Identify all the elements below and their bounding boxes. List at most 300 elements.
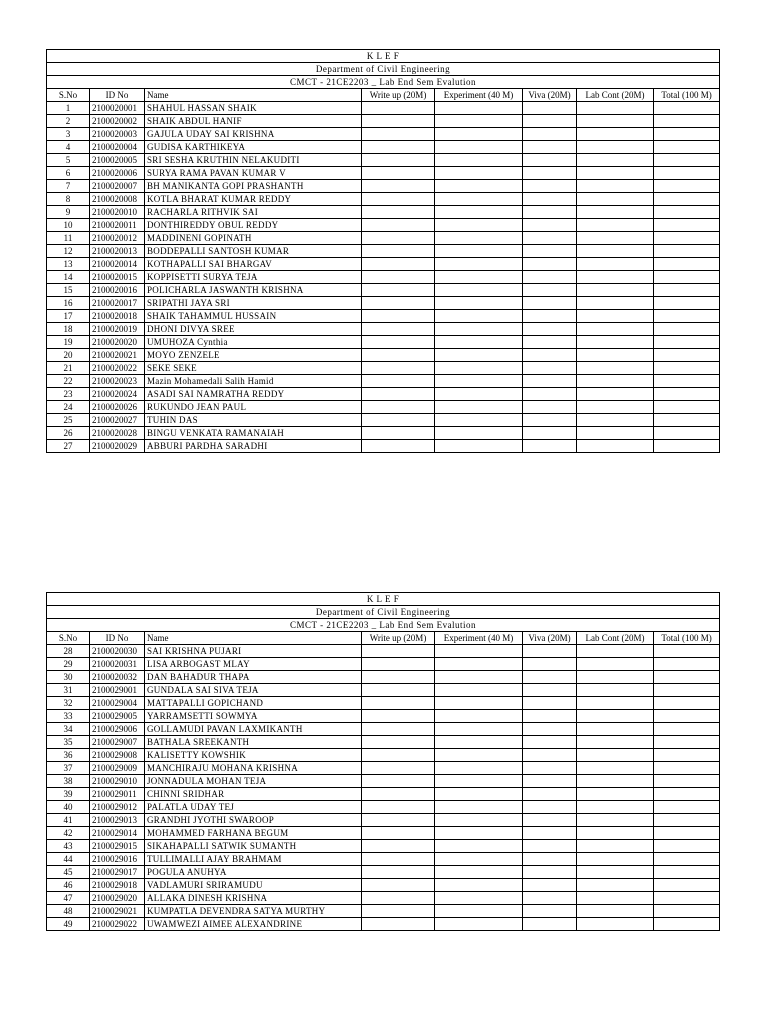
cell-id-no: 2100029009 xyxy=(90,762,145,775)
cell-experiment[interactable] xyxy=(435,388,523,401)
cell-labcont[interactable] xyxy=(577,918,654,931)
cell-labcont[interactable] xyxy=(577,427,654,440)
cell-total[interactable] xyxy=(654,723,720,736)
cell-viva[interactable] xyxy=(523,115,577,128)
cell-viva[interactable] xyxy=(523,801,577,814)
cell-labcont[interactable] xyxy=(577,323,654,336)
cell-viva[interactable] xyxy=(523,206,577,219)
cell-total[interactable] xyxy=(654,180,720,193)
cell-total[interactable] xyxy=(654,297,720,310)
cell-labcont[interactable] xyxy=(577,853,654,866)
cell-experiment[interactable] xyxy=(435,414,523,427)
cell-viva[interactable] xyxy=(523,271,577,284)
cell-writeup[interactable] xyxy=(362,801,435,814)
cell-viva[interactable] xyxy=(523,141,577,154)
cell-viva[interactable] xyxy=(523,128,577,141)
cell-name: KOPPISETTI SURYA TEJA xyxy=(145,271,362,284)
cell-total[interactable] xyxy=(654,271,720,284)
cell-labcont[interactable] xyxy=(577,102,654,115)
cell-viva[interactable] xyxy=(523,310,577,323)
cell-experiment[interactable] xyxy=(435,440,523,453)
cell-writeup[interactable] xyxy=(362,271,435,284)
table-row xyxy=(47,775,720,788)
cell-labcont[interactable] xyxy=(577,879,654,892)
cell-labcont[interactable] xyxy=(577,193,654,206)
cell-experiment[interactable] xyxy=(435,310,523,323)
table-row xyxy=(47,141,720,154)
cell-sno: 4 xyxy=(47,141,90,154)
cell-experiment[interactable] xyxy=(435,775,523,788)
cell-viva[interactable] xyxy=(523,840,577,853)
cell-labcont[interactable] xyxy=(577,336,654,349)
cell-total[interactable] xyxy=(654,401,720,414)
cell-writeup[interactable] xyxy=(362,671,435,684)
cell-labcont[interactable] xyxy=(577,762,654,775)
cell-writeup[interactable] xyxy=(362,284,435,297)
cell-labcont[interactable] xyxy=(577,284,654,297)
cell-total[interactable] xyxy=(654,905,720,918)
cell-labcont[interactable] xyxy=(577,723,654,736)
cell-name: KOTLA BHARAT KUMAR REDDY xyxy=(145,193,362,206)
cell-experiment[interactable] xyxy=(435,788,523,801)
cell-sno: 42 xyxy=(47,827,90,840)
cell-name: POLICHARLA JASWANTH KRISHNA xyxy=(145,284,362,297)
cell-sno: 25 xyxy=(47,414,90,427)
cell-writeup[interactable] xyxy=(362,115,435,128)
cell-writeup[interactable] xyxy=(362,414,435,427)
cell-total[interactable] xyxy=(654,362,720,375)
cell-labcont[interactable] xyxy=(577,710,654,723)
column-header-row xyxy=(47,632,720,645)
cell-experiment[interactable] xyxy=(435,749,523,762)
cell-total[interactable] xyxy=(654,414,720,427)
table-row xyxy=(47,375,720,388)
col-header-viva: Viva (20M) xyxy=(523,89,577,102)
cell-labcont[interactable] xyxy=(577,905,654,918)
cell-writeup[interactable] xyxy=(362,206,435,219)
cell-name: PALATLA UDAY TEJ xyxy=(145,801,362,814)
cell-viva[interactable] xyxy=(523,284,577,297)
col-header-viva: Viva (20M) xyxy=(523,632,577,645)
cell-labcont[interactable] xyxy=(577,297,654,310)
cell-viva[interactable] xyxy=(523,710,577,723)
cell-name: Mazin Mohamedali Salih Hamid xyxy=(145,375,362,388)
cell-viva[interactable] xyxy=(523,349,577,362)
cell-viva[interactable] xyxy=(523,232,577,245)
cell-viva[interactable] xyxy=(523,297,577,310)
cell-labcont[interactable] xyxy=(577,814,654,827)
cell-experiment[interactable] xyxy=(435,141,523,154)
cell-labcont[interactable] xyxy=(577,388,654,401)
cell-sno: 10 xyxy=(47,219,90,232)
cell-experiment[interactable] xyxy=(435,853,523,866)
cell-viva[interactable] xyxy=(523,258,577,271)
cell-labcont[interactable] xyxy=(577,827,654,840)
cell-writeup[interactable] xyxy=(362,645,435,658)
cell-labcont[interactable] xyxy=(577,258,654,271)
cell-viva[interactable] xyxy=(523,853,577,866)
cell-total[interactable] xyxy=(654,684,720,697)
cell-labcont[interactable] xyxy=(577,180,654,193)
cell-viva[interactable] xyxy=(523,102,577,115)
cell-writeup[interactable] xyxy=(362,658,435,671)
cell-labcont[interactable] xyxy=(577,271,654,284)
cell-writeup[interactable] xyxy=(362,710,435,723)
cell-viva[interactable] xyxy=(523,671,577,684)
cell-labcont[interactable] xyxy=(577,866,654,879)
cell-experiment[interactable] xyxy=(435,102,523,115)
cell-total[interactable] xyxy=(654,853,720,866)
cell-total[interactable] xyxy=(654,141,720,154)
cell-experiment[interactable] xyxy=(435,193,523,206)
cell-experiment[interactable] xyxy=(435,401,523,414)
cell-writeup[interactable] xyxy=(362,128,435,141)
cell-writeup[interactable] xyxy=(362,814,435,827)
cell-total[interactable] xyxy=(654,440,720,453)
cell-writeup[interactable] xyxy=(362,775,435,788)
cell-labcont[interactable] xyxy=(577,684,654,697)
cell-writeup[interactable] xyxy=(362,180,435,193)
cell-id-no: 2100020008 xyxy=(90,193,145,206)
cell-experiment[interactable] xyxy=(435,645,523,658)
cell-total[interactable] xyxy=(654,697,720,710)
cell-experiment[interactable] xyxy=(435,879,523,892)
cell-experiment[interactable] xyxy=(435,918,523,931)
cell-sno: 30 xyxy=(47,671,90,684)
cell-viva[interactable] xyxy=(523,167,577,180)
cell-writeup[interactable] xyxy=(362,697,435,710)
cell-writeup[interactable] xyxy=(362,141,435,154)
cell-experiment[interactable] xyxy=(435,271,523,284)
cell-labcont[interactable] xyxy=(577,154,654,167)
cell-writeup[interactable] xyxy=(362,866,435,879)
cell-name: BH MANIKANTA GOPI PRASHANTH xyxy=(145,180,362,193)
cell-id-no: 2100020007 xyxy=(90,180,145,193)
cell-experiment[interactable] xyxy=(435,710,523,723)
cell-experiment[interactable] xyxy=(435,827,523,840)
cell-viva[interactable] xyxy=(523,193,577,206)
cell-viva[interactable] xyxy=(523,154,577,167)
cell-total[interactable] xyxy=(654,801,720,814)
cell-id-no: 2100020018 xyxy=(90,310,145,323)
cell-labcont[interactable] xyxy=(577,375,654,388)
cell-labcont[interactable] xyxy=(577,414,654,427)
cell-labcont[interactable] xyxy=(577,362,654,375)
cell-experiment[interactable] xyxy=(435,167,523,180)
cell-labcont[interactable] xyxy=(577,232,654,245)
cell-total[interactable] xyxy=(654,814,720,827)
cell-total[interactable] xyxy=(654,762,720,775)
cell-total[interactable] xyxy=(654,749,720,762)
cell-total[interactable] xyxy=(654,375,720,388)
cell-total[interactable] xyxy=(654,671,720,684)
cell-experiment[interactable] xyxy=(435,115,523,128)
cell-total[interactable] xyxy=(654,840,720,853)
cell-experiment[interactable] xyxy=(435,284,523,297)
cell-experiment[interactable] xyxy=(435,180,523,193)
cell-labcont[interactable] xyxy=(577,658,654,671)
cell-experiment[interactable] xyxy=(435,219,523,232)
cell-total[interactable] xyxy=(654,245,720,258)
cell-id-no: 2100020021 xyxy=(90,349,145,362)
cell-writeup[interactable] xyxy=(362,401,435,414)
table-row xyxy=(47,388,720,401)
cell-total[interactable] xyxy=(654,827,720,840)
cell-total[interactable] xyxy=(654,193,720,206)
cell-labcont[interactable] xyxy=(577,645,654,658)
cell-experiment[interactable] xyxy=(435,427,523,440)
cell-id-no: 2100029007 xyxy=(90,736,145,749)
cell-experiment[interactable] xyxy=(435,697,523,710)
cell-experiment[interactable] xyxy=(435,349,523,362)
cell-writeup[interactable] xyxy=(362,258,435,271)
cell-experiment[interactable] xyxy=(435,905,523,918)
cell-total[interactable] xyxy=(654,788,720,801)
cell-total[interactable] xyxy=(654,310,720,323)
cell-writeup[interactable] xyxy=(362,219,435,232)
cell-experiment[interactable] xyxy=(435,866,523,879)
cell-total[interactable] xyxy=(654,349,720,362)
cell-total[interactable] xyxy=(654,775,720,788)
cell-writeup[interactable] xyxy=(362,102,435,115)
cell-id-no: 2100029013 xyxy=(90,814,145,827)
cell-experiment[interactable] xyxy=(435,892,523,905)
cell-total[interactable] xyxy=(654,102,720,115)
cell-labcont[interactable] xyxy=(577,749,654,762)
cell-id-no: 2100020002 xyxy=(90,115,145,128)
cell-total[interactable] xyxy=(654,219,720,232)
cell-sno: 1 xyxy=(47,102,90,115)
cell-writeup[interactable] xyxy=(362,323,435,336)
table-row xyxy=(47,645,720,658)
cell-viva[interactable] xyxy=(523,401,577,414)
cell-viva[interactable] xyxy=(523,219,577,232)
cell-total[interactable] xyxy=(654,336,720,349)
cell-viva[interactable] xyxy=(523,866,577,879)
cell-labcont[interactable] xyxy=(577,310,654,323)
cell-total[interactable] xyxy=(654,128,720,141)
cell-total[interactable] xyxy=(654,710,720,723)
cell-total[interactable] xyxy=(654,892,720,905)
cell-name: BODDEPALLI SANTOSH KUMAR xyxy=(145,245,362,258)
cell-viva[interactable] xyxy=(523,788,577,801)
cell-experiment[interactable] xyxy=(435,362,523,375)
cell-viva[interactable] xyxy=(523,892,577,905)
cell-labcont[interactable] xyxy=(577,245,654,258)
cell-experiment[interactable] xyxy=(435,297,523,310)
cell-writeup[interactable] xyxy=(362,193,435,206)
cell-viva[interactable] xyxy=(523,362,577,375)
cell-writeup[interactable] xyxy=(362,762,435,775)
cell-id-no: 2100029006 xyxy=(90,723,145,736)
cell-writeup[interactable] xyxy=(362,840,435,853)
cell-writeup[interactable] xyxy=(362,232,435,245)
table-row xyxy=(47,788,720,801)
cell-total[interactable] xyxy=(654,427,720,440)
cell-labcont[interactable] xyxy=(577,440,654,453)
cell-labcont[interactable] xyxy=(577,167,654,180)
cell-experiment[interactable] xyxy=(435,336,523,349)
cell-viva[interactable] xyxy=(523,775,577,788)
table-row xyxy=(47,206,720,219)
cell-viva[interactable] xyxy=(523,697,577,710)
cell-experiment[interactable] xyxy=(435,814,523,827)
cell-viva[interactable] xyxy=(523,440,577,453)
cell-viva[interactable] xyxy=(523,736,577,749)
cell-viva[interactable] xyxy=(523,323,577,336)
cell-experiment[interactable] xyxy=(435,736,523,749)
cell-labcont[interactable] xyxy=(577,775,654,788)
cell-writeup[interactable] xyxy=(362,905,435,918)
cell-total[interactable] xyxy=(654,918,720,931)
cell-experiment[interactable] xyxy=(435,840,523,853)
cell-writeup[interactable] xyxy=(362,427,435,440)
cell-viva[interactable] xyxy=(523,905,577,918)
cell-labcont[interactable] xyxy=(577,801,654,814)
cell-viva[interactable] xyxy=(523,427,577,440)
col-header-total: Total (100 M) xyxy=(654,632,720,645)
cell-sno: 43 xyxy=(47,840,90,853)
table-row xyxy=(47,827,720,840)
cell-writeup[interactable] xyxy=(362,918,435,931)
cell-experiment[interactable] xyxy=(435,801,523,814)
cell-experiment[interactable] xyxy=(435,658,523,671)
cell-viva[interactable] xyxy=(523,879,577,892)
cell-writeup[interactable] xyxy=(362,154,435,167)
cell-id-no: 2100020016 xyxy=(90,284,145,297)
cell-total[interactable] xyxy=(654,167,720,180)
cell-writeup[interactable] xyxy=(362,297,435,310)
cell-total[interactable] xyxy=(654,866,720,879)
cell-writeup[interactable] xyxy=(362,440,435,453)
cell-id-no: 2100020023 xyxy=(90,375,145,388)
cell-labcont[interactable] xyxy=(577,115,654,128)
cell-writeup[interactable] xyxy=(362,879,435,892)
cell-viva[interactable] xyxy=(523,245,577,258)
cell-labcont[interactable] xyxy=(577,206,654,219)
cell-viva[interactable] xyxy=(523,723,577,736)
cell-id-no: 2100020030 xyxy=(90,645,145,658)
cell-total[interactable] xyxy=(654,115,720,128)
cell-sno: 33 xyxy=(47,710,90,723)
cell-total[interactable] xyxy=(654,658,720,671)
cell-name: MOYO ZENZELE xyxy=(145,349,362,362)
cell-labcont[interactable] xyxy=(577,141,654,154)
cell-writeup[interactable] xyxy=(362,827,435,840)
cell-writeup[interactable] xyxy=(362,245,435,258)
cell-sno: 36 xyxy=(47,749,90,762)
cell-experiment[interactable] xyxy=(435,723,523,736)
cell-writeup[interactable] xyxy=(362,375,435,388)
cell-writeup[interactable] xyxy=(362,336,435,349)
cell-experiment[interactable] xyxy=(435,245,523,258)
cell-total[interactable] xyxy=(654,284,720,297)
cell-total[interactable] xyxy=(654,388,720,401)
cell-total[interactable] xyxy=(654,736,720,749)
cell-total[interactable] xyxy=(654,323,720,336)
cell-total[interactable] xyxy=(654,645,720,658)
cell-writeup[interactable] xyxy=(362,362,435,375)
cell-name: LISA ARBOGAST MLAY xyxy=(145,658,362,671)
cell-labcont[interactable] xyxy=(577,840,654,853)
cell-total[interactable] xyxy=(654,206,720,219)
col-header-id: ID No xyxy=(90,89,145,102)
cell-id-no: 2100020006 xyxy=(90,167,145,180)
cell-total[interactable] xyxy=(654,154,720,167)
cell-name: ASADI SAI NAMRATHA REDDY xyxy=(145,388,362,401)
cell-viva[interactable] xyxy=(523,658,577,671)
table-row xyxy=(47,102,720,115)
cell-viva[interactable] xyxy=(523,749,577,762)
cell-viva[interactable] xyxy=(523,645,577,658)
cell-viva[interactable] xyxy=(523,336,577,349)
cell-labcont[interactable] xyxy=(577,788,654,801)
cell-labcont[interactable] xyxy=(577,401,654,414)
cell-viva[interactable] xyxy=(523,814,577,827)
table-row xyxy=(47,219,720,232)
cell-experiment[interactable] xyxy=(435,671,523,684)
cell-labcont[interactable] xyxy=(577,128,654,141)
cell-viva[interactable] xyxy=(523,375,577,388)
cell-writeup[interactable] xyxy=(362,749,435,762)
cell-labcont[interactable] xyxy=(577,736,654,749)
cell-writeup[interactable] xyxy=(362,684,435,697)
cell-experiment[interactable] xyxy=(435,684,523,697)
cell-experiment[interactable] xyxy=(435,154,523,167)
cell-viva[interactable] xyxy=(523,414,577,427)
cell-labcont[interactable] xyxy=(577,349,654,362)
cell-viva[interactable] xyxy=(523,762,577,775)
cell-writeup[interactable] xyxy=(362,853,435,866)
col-header-sno: S.No xyxy=(47,632,90,645)
department-title: Department of Civil Engineering xyxy=(47,63,720,76)
cell-experiment[interactable] xyxy=(435,206,523,219)
cell-id-no: 2100029016 xyxy=(90,853,145,866)
cell-total[interactable] xyxy=(654,879,720,892)
table-row xyxy=(47,310,720,323)
cell-labcont[interactable] xyxy=(577,219,654,232)
cell-writeup[interactable] xyxy=(362,167,435,180)
cell-labcont[interactable] xyxy=(577,671,654,684)
cell-writeup[interactable] xyxy=(362,723,435,736)
cell-writeup[interactable] xyxy=(362,310,435,323)
cell-experiment[interactable] xyxy=(435,128,523,141)
cell-viva[interactable] xyxy=(523,180,577,193)
cell-experiment[interactable] xyxy=(435,762,523,775)
cell-sno: 27 xyxy=(47,440,90,453)
cell-id-no: 2100020011 xyxy=(90,219,145,232)
cell-labcont[interactable] xyxy=(577,892,654,905)
cell-experiment[interactable] xyxy=(435,323,523,336)
cell-labcont[interactable] xyxy=(577,697,654,710)
cell-total[interactable] xyxy=(654,258,720,271)
cell-writeup[interactable] xyxy=(362,349,435,362)
table-row xyxy=(47,323,720,336)
cell-viva[interactable] xyxy=(523,684,577,697)
cell-viva[interactable] xyxy=(523,388,577,401)
cell-experiment[interactable] xyxy=(435,375,523,388)
cell-viva[interactable] xyxy=(523,918,577,931)
cell-experiment[interactable] xyxy=(435,258,523,271)
cell-writeup[interactable] xyxy=(362,388,435,401)
cell-writeup[interactable] xyxy=(362,736,435,749)
cell-writeup[interactable] xyxy=(362,892,435,905)
cell-writeup[interactable] xyxy=(362,788,435,801)
cell-total[interactable] xyxy=(654,232,720,245)
cell-id-no: 2100020026 xyxy=(90,401,145,414)
cell-viva[interactable] xyxy=(523,827,577,840)
cell-experiment[interactable] xyxy=(435,232,523,245)
